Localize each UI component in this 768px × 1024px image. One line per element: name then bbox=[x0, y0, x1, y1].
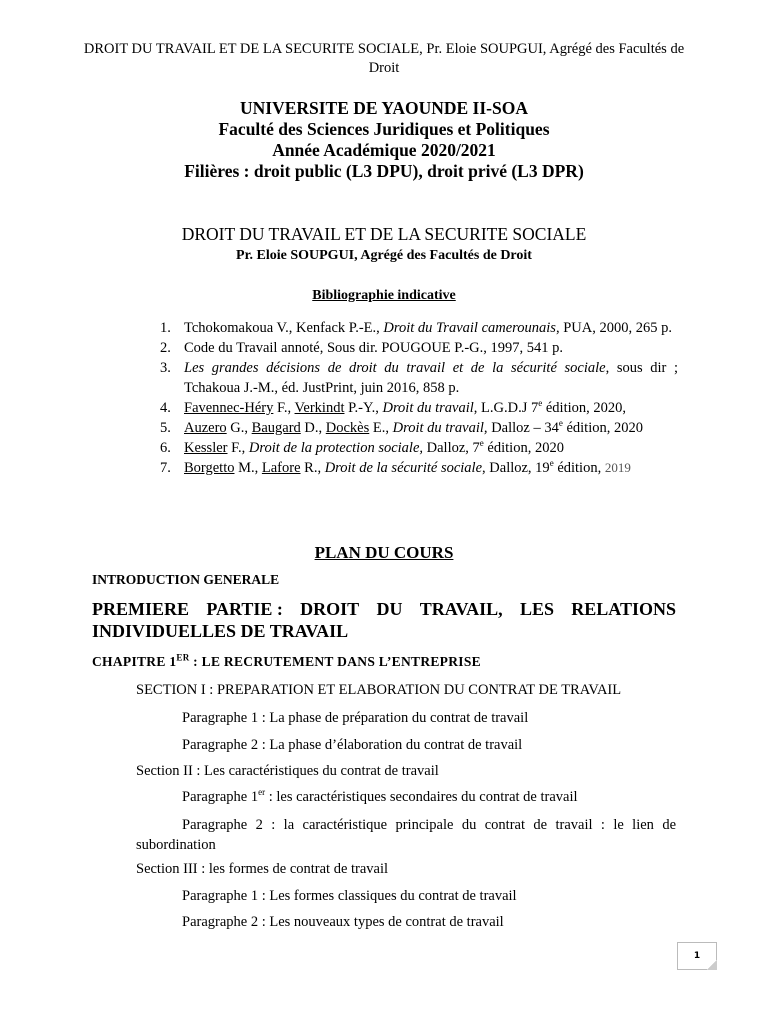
section-1-paragraph-2: Paragraphe 2 : La phase d’élaboration du contrat de travail bbox=[182, 737, 523, 753]
section-3-paragraph-2: Paragraphe 2 : Les nouveaux types de contrat de travail bbox=[182, 914, 504, 930]
bibliography-item: 7. Borgetto M., Lafore R., Droit de la sécurité sociale, Dalloz, 19e édition, 2019 bbox=[160, 458, 631, 476]
chapter-heading: CHAPITRE 1ER : LE RECRUTEMENT DANS L’ENTREPRISE bbox=[92, 652, 481, 669]
bibliography-item: 5. Auzero G., Baugard D., Dockès E., Droit du travail, Dalloz – 34e édition, 2020 bbox=[160, 418, 643, 436]
part-heading-line2: INDIVIDUELLES DE TRAVAIL bbox=[92, 621, 349, 641]
part-heading-line1: PREMIERE PARTIE : DROIT DU TRAVAIL, LES RELATIONS bbox=[92, 599, 676, 619]
page-number-badge bbox=[677, 942, 717, 970]
page-fold-icon bbox=[707, 960, 717, 970]
programs: Filières : droit public (L3 DPU), droit privé (L3 DPR) bbox=[184, 161, 584, 181]
faculty-name: Faculté des Sciences Juridiques et Politiques bbox=[218, 119, 550, 139]
bibliography-item: 3. Les grandes décisions de droit du travail et de la sécurité sociale, sous dir ; Tchakoua J.-M., éd. JustPrint, juin 2016, 858 p. bbox=[160, 360, 679, 396]
section-3-paragraph-1: Paragraphe 1 : Les formes classiques du contrat de travail bbox=[182, 888, 517, 904]
institution-block bbox=[80, 98, 688, 182]
section-2: Section II : Les caractéristiques du contrat de travail bbox=[136, 763, 439, 779]
section-1-paragraph-1: Paragraphe 1 : La phase de préparation du contrat de travail bbox=[182, 710, 529, 726]
plan-title: PLAN DU COURS bbox=[314, 543, 454, 562]
academic-year: Année Académique 2020/2021 bbox=[272, 140, 496, 160]
part-heading bbox=[92, 598, 676, 642]
bibliography-heading: Bibliographie indicative bbox=[312, 288, 456, 303]
page-number: 1 bbox=[693, 951, 701, 961]
section-1: SECTION I : PREPARATION ET ELABORATION DU CONTRAT DE TRAVAIL bbox=[136, 682, 622, 698]
section-2-paragraph-1: Paragraphe 1er : les caractéristiques secondaires du contrat de travail bbox=[182, 787, 578, 805]
bibliography-list bbox=[150, 318, 678, 478]
intro-heading: INTRODUCTION GENERALE bbox=[92, 572, 280, 587]
bibliography-item: 6. Kessler F., Droit de la protection sociale, Dalloz, 7e édition, 2020 bbox=[160, 438, 564, 456]
course-author: Pr. Eloie SOUPGUI, Agrégé des Facultés de Droit bbox=[236, 248, 532, 263]
section-2-paragraph-2: Paragraphe 2 : la caractéristique principale du contrat de travail : le lien de subordination bbox=[136, 817, 676, 853]
university-name: UNIVERSITE DE YAOUNDE II-SOA bbox=[239, 98, 528, 118]
bibliography-item: 4. Favennec-Héry F., Verkindt P.-Y., Droit du travail, L.G.D.J 7e édition, 2020, bbox=[160, 398, 627, 416]
bibliography-item: 1. Tchokomakoua V., Kenfack P.-E., Droit du Travail camerounais, PUA, 2000, 265 p. bbox=[160, 320, 672, 336]
course-title: DROIT DU TRAVAIL ET DE LA SECURITE SOCIALE bbox=[181, 224, 587, 244]
section-3: Section III : les formes de contrat de travail bbox=[136, 861, 389, 877]
running-header: DROIT DU TRAVAIL ET DE LA SECURITE SOCIALE, Pr. Eloie SOUPGUI, Agrégé des Facultés de Droit bbox=[83, 41, 685, 76]
bibliography-item: 2. Code du Travail annoté, Sous dir. POUGOUE P.-G., 1997, 541 p. bbox=[160, 340, 564, 356]
